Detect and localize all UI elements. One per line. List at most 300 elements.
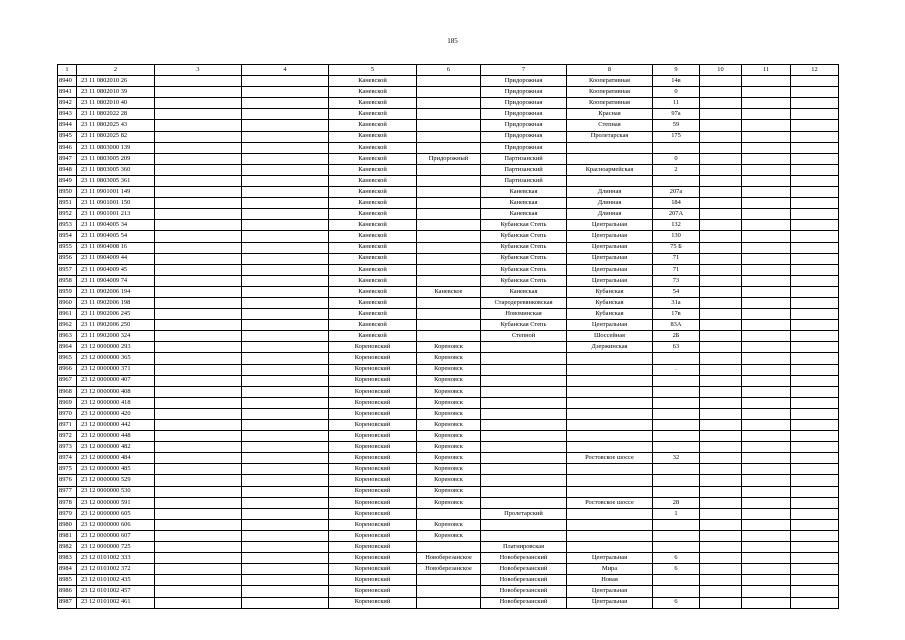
table-cell: 184 — [653, 198, 700, 209]
table-cell — [791, 464, 839, 475]
table-cell: Каневской — [329, 109, 417, 120]
table-cell — [242, 408, 329, 419]
table-cell — [155, 76, 242, 87]
table-cell: Кореновский — [329, 508, 417, 519]
table-cell: 8963 — [58, 331, 77, 342]
table-cell — [242, 342, 329, 353]
table-cell: Центральная — [567, 597, 653, 608]
table-cell: Кореновский — [329, 564, 417, 575]
table-cell — [791, 597, 839, 608]
table-cell — [567, 475, 653, 486]
table-cell — [700, 231, 742, 242]
table-cell: 207а — [653, 187, 700, 198]
table-cell — [742, 142, 791, 153]
table-cell: 8980 — [58, 519, 77, 530]
table-cell: 23 12 0000000 607 — [77, 530, 155, 541]
table-cell — [242, 264, 329, 275]
table-cell — [791, 198, 839, 209]
table-cell: 8959 — [58, 286, 77, 297]
table-cell — [791, 586, 839, 597]
table-cell — [155, 442, 242, 453]
table-cell — [242, 297, 329, 308]
table-cell — [567, 386, 653, 397]
table-cell — [567, 442, 653, 453]
table-cell — [742, 342, 791, 353]
table-cell: 8985 — [58, 575, 77, 586]
table-cell — [155, 331, 242, 342]
table-row — [58, 431, 839, 442]
table-cell — [791, 153, 839, 164]
table-cell — [481, 353, 567, 364]
table-cell — [791, 264, 839, 275]
table-cell: 23 11 0802010 26 — [77, 76, 155, 87]
table-cell — [481, 530, 567, 541]
table-cell — [791, 475, 839, 486]
table-cell: Каневской — [329, 309, 417, 320]
table-cell — [417, 175, 481, 186]
table-cell — [791, 320, 839, 331]
table-cell — [481, 364, 567, 375]
table-cell — [653, 530, 700, 541]
table-cell — [791, 553, 839, 564]
table-cell: 8969 — [58, 397, 77, 408]
table-cell: Кореновск — [417, 431, 481, 442]
table-cell — [242, 231, 329, 242]
table-cell: Новоберезанское — [417, 553, 481, 564]
table-row — [58, 198, 839, 209]
table-cell: Ростовское шоссе — [567, 497, 653, 508]
table-cell — [742, 220, 791, 231]
table-cell: Центральная — [567, 253, 653, 264]
table-cell — [155, 242, 242, 253]
table-cell — [155, 286, 242, 297]
table-cell: Кореновский — [329, 486, 417, 497]
table-row — [58, 586, 839, 597]
table-cell: 8975 — [58, 464, 77, 475]
table-cell — [242, 153, 329, 164]
table-cell: Каневская — [481, 198, 567, 209]
table-cell — [700, 242, 742, 253]
table-cell: Шоссейная — [567, 331, 653, 342]
table-cell — [242, 275, 329, 286]
table-cell: 8946 — [58, 142, 77, 153]
table-cell: Кореновск — [417, 353, 481, 364]
table-cell — [700, 586, 742, 597]
table-cell — [742, 320, 791, 331]
table-cell: Центральная — [567, 220, 653, 231]
table-cell — [155, 486, 242, 497]
table-cell — [700, 342, 742, 353]
table-cell: Кореновск — [417, 519, 481, 530]
table-cell — [791, 120, 839, 131]
table-cell: 8944 — [58, 120, 77, 131]
table-cell — [242, 530, 329, 541]
table-cell: Каневской — [329, 131, 417, 142]
table-cell — [155, 575, 242, 586]
table-row — [58, 231, 839, 242]
table-cell — [417, 242, 481, 253]
table-cell: Каневской — [329, 264, 417, 275]
table-cell: 8971 — [58, 420, 77, 431]
table-cell — [242, 519, 329, 530]
table-cell: 54 — [653, 286, 700, 297]
table-cell: Кореновский — [329, 519, 417, 530]
table-cell: Кореновск — [417, 342, 481, 353]
table-cell — [653, 586, 700, 597]
table-cell — [700, 131, 742, 142]
table-cell: Мира — [567, 564, 653, 575]
table-cell: Центральная — [567, 275, 653, 286]
table-cell: 6 — [653, 597, 700, 608]
table-cell — [700, 431, 742, 442]
table-cell: 23 12 0000000 448 — [77, 431, 155, 442]
table-cell — [791, 519, 839, 530]
table-cell — [700, 519, 742, 530]
table-cell — [242, 586, 329, 597]
table-cell — [567, 397, 653, 408]
table-cell: 23 12 0000000 605 — [77, 508, 155, 519]
table-cell — [242, 242, 329, 253]
table-cell — [481, 397, 567, 408]
table-cell — [155, 431, 242, 442]
table-cell — [700, 109, 742, 120]
table-cell — [567, 486, 653, 497]
table-cell: 23 11 0803005 360 — [77, 164, 155, 175]
table-cell: 2Б — [653, 331, 700, 342]
table-cell — [155, 586, 242, 597]
table-cell — [653, 397, 700, 408]
table-cell — [700, 153, 742, 164]
table-cell: Красная — [567, 109, 653, 120]
table-row — [58, 420, 839, 431]
table-cell — [700, 286, 742, 297]
column-header: 2 — [77, 65, 155, 76]
table-cell: Придорожная — [481, 109, 567, 120]
table-cell: 31а — [653, 297, 700, 308]
table-cell — [791, 109, 839, 120]
table-cell — [700, 297, 742, 308]
table-cell: 8949 — [58, 175, 77, 186]
table-cell — [742, 264, 791, 275]
table-cell — [567, 408, 653, 419]
table-cell: Каневской — [329, 331, 417, 342]
table-cell: Кореновский — [329, 386, 417, 397]
table-cell: Центральная — [567, 231, 653, 242]
table-cell: Кооперативная — [567, 76, 653, 87]
table-cell — [653, 575, 700, 586]
table-cell — [700, 76, 742, 87]
table-cell — [242, 131, 329, 142]
table-cell: 71 — [653, 264, 700, 275]
table-cell: Кубанская Степь — [481, 320, 567, 331]
table-cell — [742, 586, 791, 597]
table-cell — [791, 486, 839, 497]
table-cell — [700, 187, 742, 198]
table-cell: Новоминская — [481, 309, 567, 320]
table-cell: 8964 — [58, 342, 77, 353]
table-cell — [155, 597, 242, 608]
table-cell — [791, 253, 839, 264]
table-cell: 8945 — [58, 131, 77, 142]
table-cell — [742, 164, 791, 175]
table-cell — [155, 453, 242, 464]
table-cell — [242, 120, 329, 131]
table-cell: 8967 — [58, 375, 77, 386]
table-cell — [567, 175, 653, 186]
table-cell — [242, 331, 329, 342]
table-row — [58, 209, 839, 220]
table-cell — [155, 297, 242, 308]
table-cell — [242, 397, 329, 408]
table-row — [58, 530, 839, 541]
table-row — [58, 353, 839, 364]
table-cell — [653, 353, 700, 364]
table-cell: 23 11 0904009 44 — [77, 253, 155, 264]
table-cell — [700, 120, 742, 131]
table-cell: Кореновск — [417, 453, 481, 464]
table-cell: 63 — [653, 342, 700, 353]
column-header: 6 — [417, 65, 481, 76]
table-cell — [791, 331, 839, 342]
table-cell: 59 — [653, 120, 700, 131]
table-cell — [242, 220, 329, 231]
table-cell — [791, 175, 839, 186]
table-cell: Каневской — [329, 253, 417, 264]
table-cell: 8974 — [58, 453, 77, 464]
table-cell — [417, 586, 481, 597]
table-cell — [653, 386, 700, 397]
table-cell — [417, 320, 481, 331]
table-cell — [242, 98, 329, 109]
table-cell: 23 11 0904008 16 — [77, 242, 155, 253]
table-cell: Длинная — [567, 209, 653, 220]
table-cell — [700, 209, 742, 220]
table-cell: Каневское — [417, 286, 481, 297]
table-cell — [567, 508, 653, 519]
table-cell: 23 11 0902006 198 — [77, 297, 155, 308]
table-cell — [700, 353, 742, 364]
table-cell: 8955 — [58, 242, 77, 253]
table-cell — [481, 497, 567, 508]
table-cell — [155, 497, 242, 508]
table-cell: Кореновск — [417, 420, 481, 431]
table-cell — [742, 87, 791, 98]
table-cell — [700, 397, 742, 408]
table-cell — [417, 231, 481, 242]
table-cell — [791, 231, 839, 242]
table-cell — [417, 142, 481, 153]
table-cell: 8979 — [58, 508, 77, 519]
table-cell — [481, 375, 567, 386]
table-cell: 8954 — [58, 231, 77, 242]
table-row — [58, 76, 839, 87]
table-cell — [567, 142, 653, 153]
table-cell: Кубанская Степь — [481, 275, 567, 286]
table-cell: 14в — [653, 76, 700, 87]
table-cell — [700, 164, 742, 175]
table-row — [58, 397, 839, 408]
table-cell — [791, 297, 839, 308]
table-cell — [700, 375, 742, 386]
table-cell: 23 12 0000000 371 — [77, 364, 155, 375]
table-cell — [417, 131, 481, 142]
table-cell — [742, 364, 791, 375]
table-cell: Кореновский — [329, 575, 417, 586]
table-cell — [791, 408, 839, 419]
table-cell: 8940 — [58, 76, 77, 87]
table-cell — [742, 442, 791, 453]
table-cell: Длинная — [567, 187, 653, 198]
table-cell: Стародеревянковская — [481, 297, 567, 308]
table-cell: 23 11 0802010 40 — [77, 98, 155, 109]
table-cell: Кореновск — [417, 364, 481, 375]
table-cell — [700, 442, 742, 453]
table-cell: 23 11 0802025 43 — [77, 120, 155, 131]
table-cell — [155, 164, 242, 175]
table-cell: 8950 — [58, 187, 77, 198]
table-cell: Новоберезанский — [481, 553, 567, 564]
table-cell: 175 — [653, 131, 700, 142]
table-cell — [700, 98, 742, 109]
table-cell — [742, 553, 791, 564]
table-cell: Кореновский — [329, 553, 417, 564]
table-cell: 8968 — [58, 386, 77, 397]
table-cell: 8951 — [58, 198, 77, 209]
table-cell: Кореновский — [329, 586, 417, 597]
table-cell — [653, 431, 700, 442]
table-cell — [417, 264, 481, 275]
table-row — [58, 331, 839, 342]
table-cell — [242, 597, 329, 608]
table-cell: Новоберезанский — [481, 564, 567, 575]
table-cell: Центральная — [567, 320, 653, 331]
table-cell: Придорожная — [481, 76, 567, 87]
table-cell — [481, 420, 567, 431]
table-cell: Кореновский — [329, 475, 417, 486]
table-cell — [791, 431, 839, 442]
table-cell — [653, 420, 700, 431]
table-cell — [417, 542, 481, 553]
table-cell: Центральная — [567, 586, 653, 597]
table-cell — [417, 275, 481, 286]
table-cell — [155, 231, 242, 242]
table-cell — [791, 342, 839, 353]
table-cell — [791, 187, 839, 198]
table-cell: 23 12 0000000 529 — [77, 475, 155, 486]
table-cell — [700, 464, 742, 475]
table-cell: Каневской — [329, 175, 417, 186]
table-cell — [567, 519, 653, 530]
table-row — [58, 408, 839, 419]
table-cell — [242, 431, 329, 442]
table-cell — [742, 187, 791, 198]
table-cell: 8957 — [58, 264, 77, 275]
table-row — [58, 164, 839, 175]
table-cell — [700, 420, 742, 431]
table-cell — [155, 120, 242, 131]
table-cell: Кореновск — [417, 530, 481, 541]
table-cell: Степной — [481, 331, 567, 342]
table-cell: 8986 — [58, 586, 77, 597]
table-cell: Каневской — [329, 87, 417, 98]
table-cell: 97а — [653, 109, 700, 120]
column-header: 9 — [653, 65, 700, 76]
table-cell: Кубанская Степь — [481, 242, 567, 253]
table-cell — [242, 353, 329, 364]
table-cell — [742, 475, 791, 486]
table-cell — [700, 575, 742, 586]
table-cell — [155, 386, 242, 397]
table-cell: 8966 — [58, 364, 77, 375]
table-cell — [700, 597, 742, 608]
table-cell — [700, 264, 742, 275]
table-cell: 23 11 0901001 213 — [77, 209, 155, 220]
table-cell — [155, 309, 242, 320]
table-cell — [742, 431, 791, 442]
table-cell: 0 — [653, 153, 700, 164]
table-cell — [242, 309, 329, 320]
table-cell — [791, 87, 839, 98]
table-cell — [700, 253, 742, 264]
table-cell — [653, 175, 700, 186]
table-cell — [155, 364, 242, 375]
table-cell — [742, 597, 791, 608]
table-row — [58, 464, 839, 475]
table-cell: Кубанская — [567, 297, 653, 308]
table-cell: 23 12 0000000 408 — [77, 386, 155, 397]
table-cell — [155, 320, 242, 331]
table-cell — [242, 386, 329, 397]
table-cell — [791, 131, 839, 142]
table-cell: Каневская — [481, 187, 567, 198]
table-cell: 8962 — [58, 320, 77, 331]
table-cell: Кореновский — [329, 431, 417, 442]
table-cell — [417, 76, 481, 87]
table-cell: Новоберезанский — [481, 597, 567, 608]
table-cell: Новоберезанское — [417, 564, 481, 575]
table-cell: Кореновский — [329, 397, 417, 408]
column-header: 3 — [155, 65, 242, 76]
table-row — [58, 142, 839, 153]
table-cell — [155, 397, 242, 408]
table-cell: 23 11 0901001 150 — [77, 198, 155, 209]
table-row — [58, 342, 839, 353]
table-cell: Центральная — [567, 242, 653, 253]
table-cell — [242, 164, 329, 175]
table-cell — [155, 542, 242, 553]
table-cell — [242, 497, 329, 508]
table-cell — [417, 198, 481, 209]
table-cell — [742, 275, 791, 286]
table-cell: Кореновск — [417, 408, 481, 419]
table-cell: Придорожный — [417, 153, 481, 164]
table-cell: Каневской — [329, 142, 417, 153]
table-cell — [567, 364, 653, 375]
table-cell: Красноармейская — [567, 164, 653, 175]
table-cell — [481, 519, 567, 530]
table-cell: Каневской — [329, 209, 417, 220]
table-row — [58, 386, 839, 397]
table-cell: . — [653, 364, 700, 375]
table-cell: 8978 — [58, 497, 77, 508]
table-row — [58, 98, 839, 109]
table-cell — [417, 297, 481, 308]
table-cell: 8956 — [58, 253, 77, 264]
table-cell: Центральная — [567, 264, 653, 275]
table-cell — [742, 420, 791, 431]
table-cell — [481, 475, 567, 486]
table-cell — [567, 353, 653, 364]
